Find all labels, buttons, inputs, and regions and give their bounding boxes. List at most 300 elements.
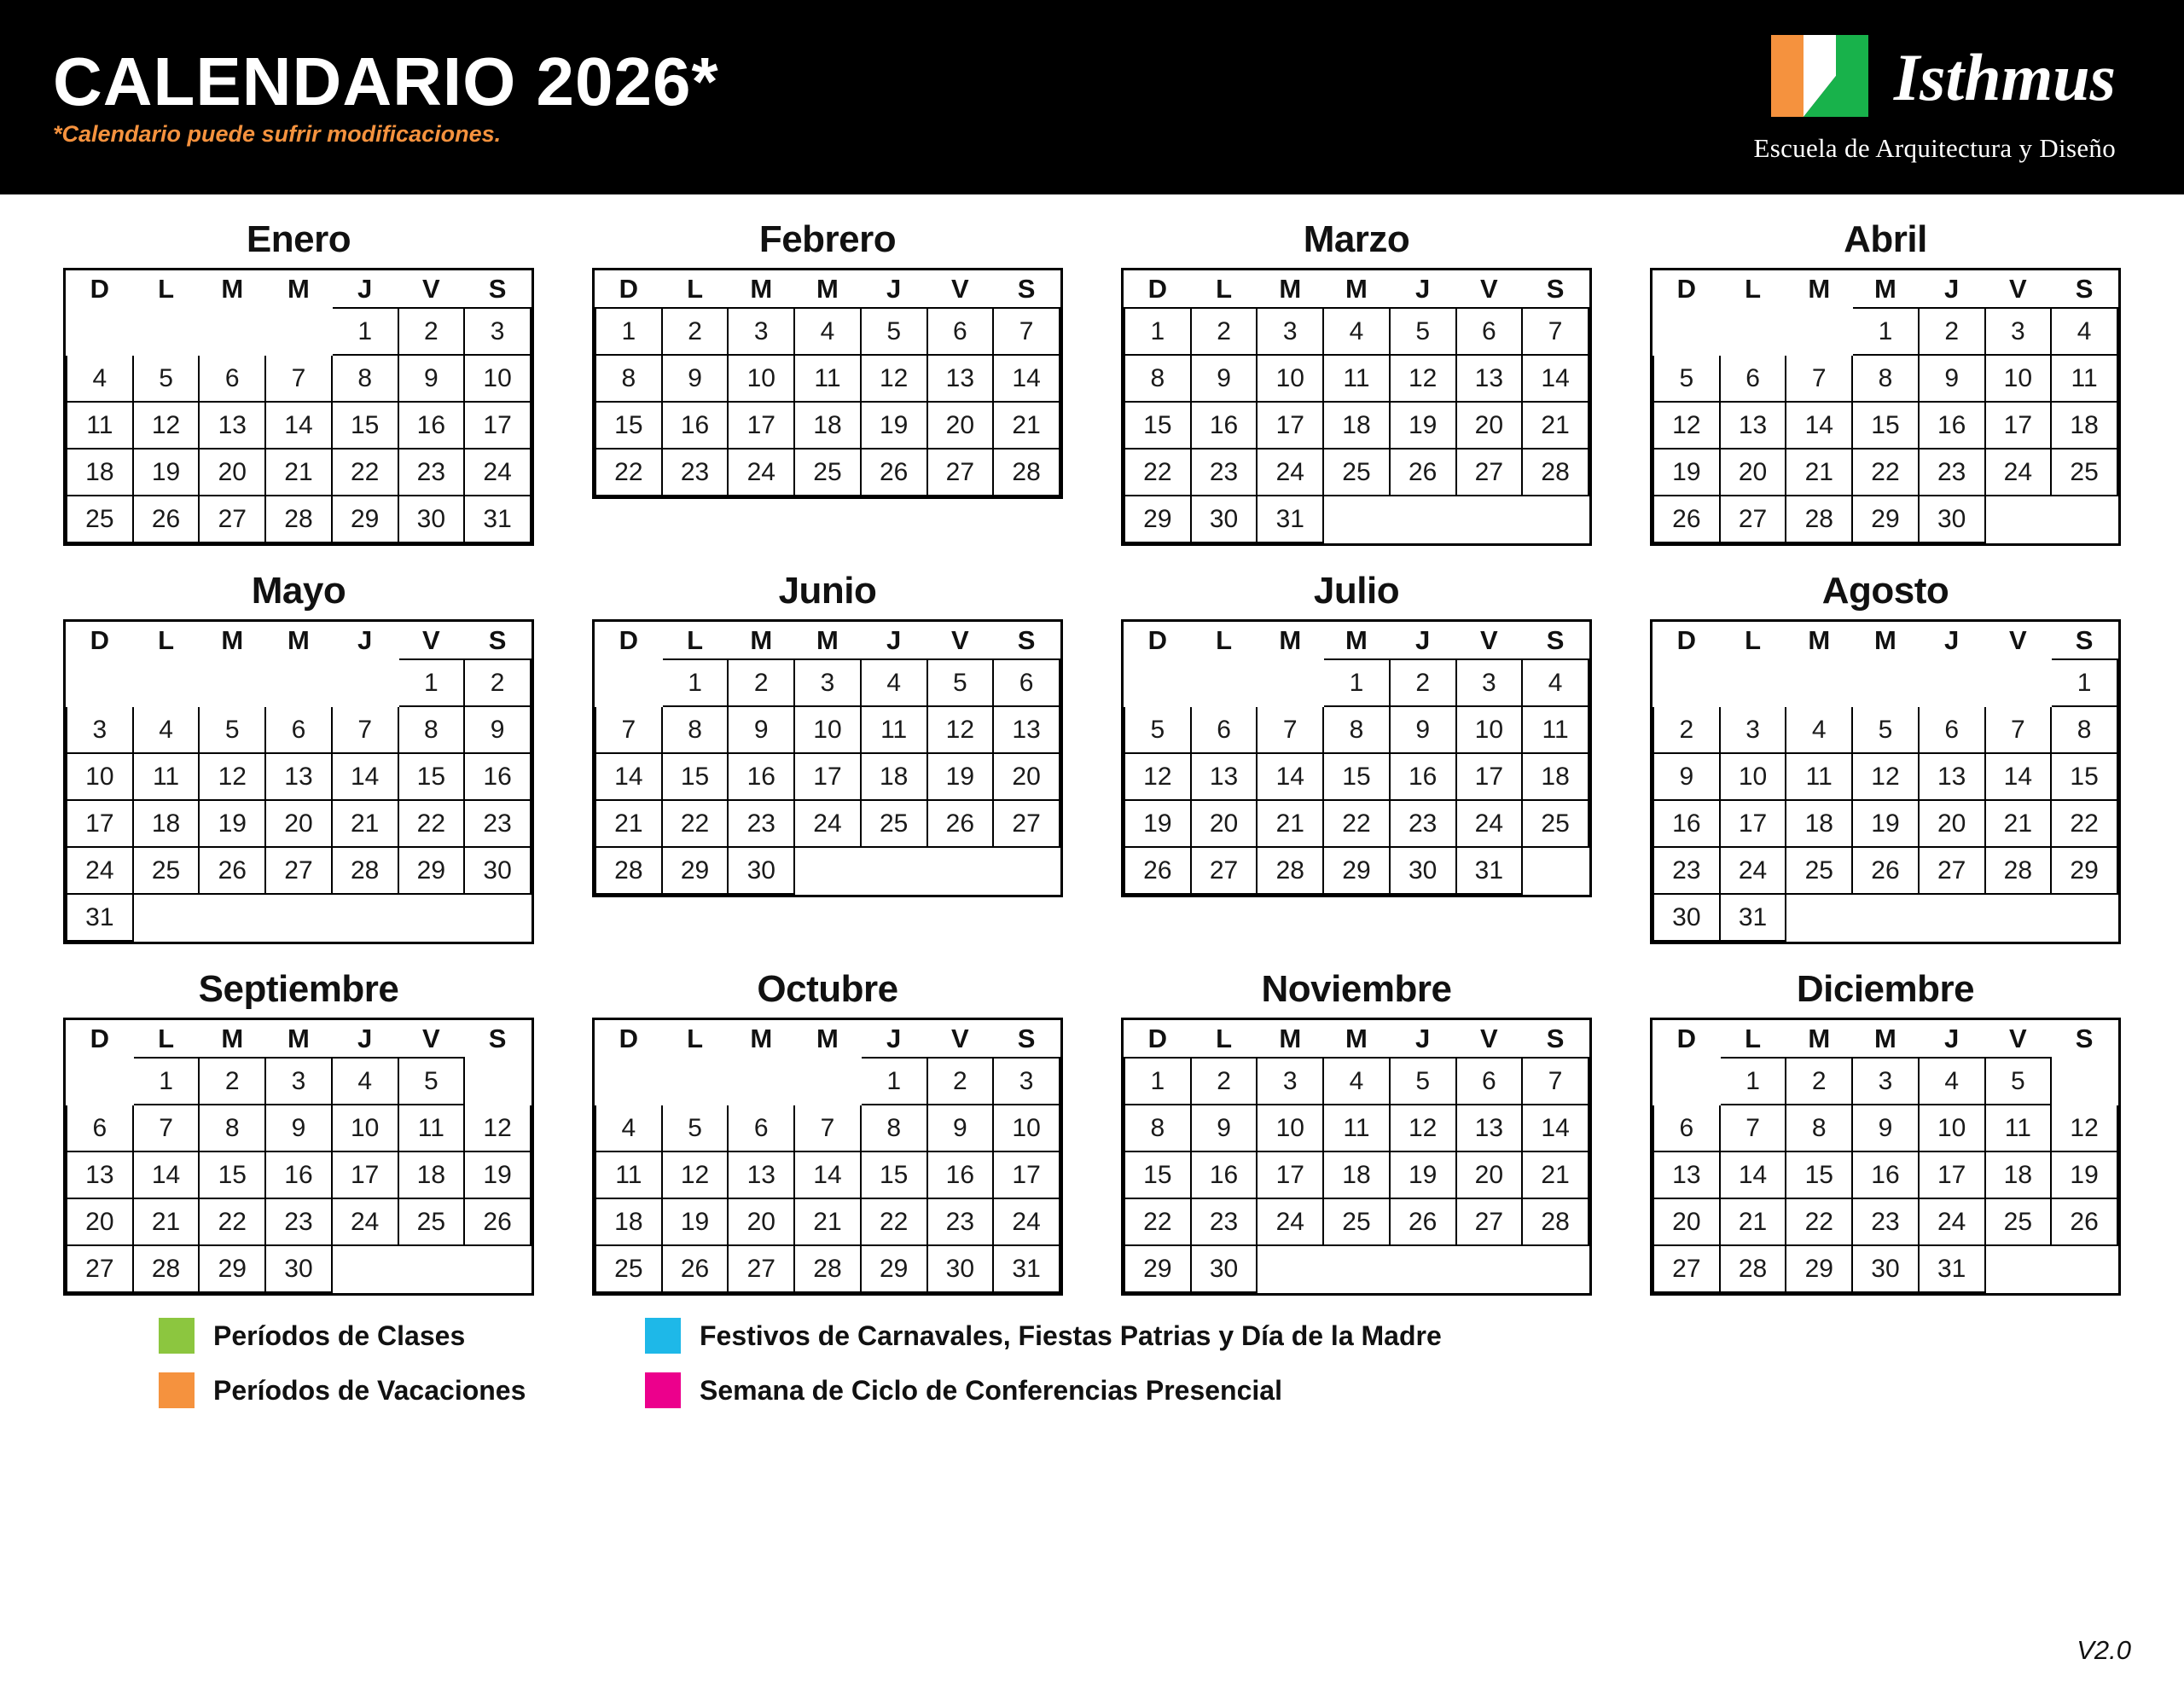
day-cell: 25 [1786, 847, 1852, 894]
weekday-header: M [750, 624, 773, 655]
legend-label: Períodos de Clases [213, 1320, 466, 1351]
week-row [67, 753, 531, 800]
day-cell: 6 [728, 1105, 794, 1151]
day-cell: 24 [1720, 847, 1786, 894]
day-cell: 6 [1720, 355, 1786, 402]
day-cell: 22 [1124, 449, 1191, 496]
day-cell: 21 [1522, 1151, 1589, 1198]
day-cell: 18 [794, 402, 861, 449]
month-title: Julio [1313, 570, 1400, 612]
week-row [1124, 1198, 1589, 1245]
day-cell: 4 [1323, 308, 1390, 355]
day-cell: 20 [1456, 1151, 1523, 1198]
day-cell: 18 [133, 800, 200, 847]
day-cell: 10 [1257, 1105, 1323, 1151]
day-cell: 15 [1852, 402, 1919, 449]
day-cell: 31 [1720, 894, 1786, 941]
day-cell: 24 [1919, 1198, 1985, 1245]
week-row [1124, 800, 1589, 847]
day-cell: 23 [1919, 449, 1985, 496]
day-cell: 30 [1919, 496, 1985, 542]
week-row [67, 659, 531, 706]
week-row [595, 847, 1060, 894]
day-cell: 19 [199, 800, 265, 847]
day-cell: 6 [1653, 1105, 1720, 1151]
day-cell-empty [1390, 496, 1456, 542]
month-abril [1621, 218, 2150, 546]
day-cell: 20 [1919, 800, 1985, 847]
day-cell: 23 [464, 800, 531, 847]
day-cell: 3 [1257, 308, 1323, 355]
header-brand [1753, 32, 2133, 164]
weekday-header: J [1944, 273, 1960, 304]
day-cell: 5 [1390, 308, 1456, 355]
week-row [1653, 355, 2117, 402]
day-cell: 29 [1124, 1245, 1191, 1292]
day-cell: 2 [662, 308, 729, 355]
day-cell-empty [1522, 1245, 1589, 1292]
day-cell-empty [464, 1058, 531, 1105]
day-cell: 8 [2051, 706, 2117, 753]
weekday-header: M [1808, 1023, 1831, 1053]
weekday-header: M [1279, 624, 1302, 655]
day-cell-empty [265, 659, 332, 706]
week-row [67, 1105, 531, 1151]
day-cell: 28 [332, 847, 398, 894]
day-cell: 25 [133, 847, 200, 894]
day-cell: 8 [1124, 1105, 1191, 1151]
day-cell: 1 [861, 1058, 927, 1105]
day-cell: 10 [1919, 1105, 1985, 1151]
day-cell: 14 [133, 1151, 200, 1198]
day-cell: 19 [662, 1198, 729, 1245]
day-cell: 4 [1323, 1058, 1390, 1105]
day-cell: 16 [398, 402, 465, 449]
day-cell: 26 [199, 847, 265, 894]
week-row [67, 800, 531, 847]
day-cell: 3 [1985, 308, 2052, 355]
day-cell: 3 [728, 308, 794, 355]
day-cell: 22 [2051, 800, 2117, 847]
day-cell-empty [927, 847, 994, 894]
day-cell: 23 [1191, 449, 1258, 496]
day-cell: 27 [927, 449, 994, 496]
day-cell: 18 [861, 753, 927, 800]
week-row [595, 449, 1060, 496]
day-cell: 14 [1786, 402, 1852, 449]
day-cell-empty [662, 1058, 729, 1105]
day-cell: 17 [332, 1151, 398, 1198]
day-cell-empty [1786, 308, 1852, 355]
day-cell-empty [861, 847, 927, 894]
day-cell: 24 [1456, 800, 1523, 847]
day-cell-empty [464, 894, 531, 941]
day-cell: 18 [1786, 800, 1852, 847]
week-row [1124, 706, 1589, 753]
day-cell: 14 [1522, 1105, 1589, 1151]
day-cell: 3 [1720, 706, 1786, 753]
weekday-header: V [951, 273, 969, 304]
weekday-header: V [422, 624, 440, 655]
day-cell: 14 [1522, 355, 1589, 402]
weekday-header: L [1216, 624, 1233, 655]
day-cell: 30 [1852, 1245, 1919, 1292]
day-cell: 15 [595, 402, 662, 449]
week-row [1124, 402, 1589, 449]
day-cell: 3 [464, 308, 531, 355]
day-cell-empty [1653, 308, 1720, 355]
day-cell: 8 [595, 355, 662, 402]
isthmus-logo-icon [1769, 32, 1872, 125]
week-row [67, 308, 531, 355]
weekday-header: D [1676, 1023, 1697, 1053]
day-cell: 11 [595, 1151, 662, 1198]
day-cell: 27 [1191, 847, 1258, 894]
weekday-header: S [1546, 624, 1565, 655]
month-marzo [1092, 218, 1621, 546]
day-cell: 15 [861, 1151, 927, 1198]
day-cell: 6 [1191, 706, 1258, 753]
day-cell: 11 [1985, 1105, 2052, 1151]
day-cell: 5 [1390, 1058, 1456, 1105]
day-cell: 24 [728, 449, 794, 496]
day-cell: 29 [2051, 847, 2117, 894]
weekday-header: D [90, 273, 110, 304]
day-cell: 18 [1323, 402, 1390, 449]
brand-name: Isthmus [1893, 40, 2116, 114]
day-cell: 12 [464, 1105, 531, 1151]
day-cell: 9 [927, 1105, 994, 1151]
weekday-header: S [488, 273, 507, 304]
weekday-header: V [1480, 624, 1498, 655]
weekday-header: M [221, 273, 244, 304]
day-cell: 23 [1852, 1198, 1919, 1245]
weekday-header: L [687, 1023, 704, 1053]
day-cell: 16 [464, 753, 531, 800]
week-row [1653, 753, 2117, 800]
weekday-header: L [1745, 624, 1762, 655]
day-cell: 17 [1257, 1151, 1323, 1198]
day-cell: 26 [1390, 1198, 1456, 1245]
month-table [1653, 270, 2118, 543]
day-cell: 1 [662, 659, 729, 706]
version-label: V2.0 [2077, 1635, 2131, 1665]
week-row [1653, 1105, 2117, 1151]
weekday-header-row [1653, 622, 2117, 659]
day-cell: 12 [927, 706, 994, 753]
day-cell-empty [1522, 496, 1589, 542]
day-cell: 17 [1985, 402, 2052, 449]
day-cell: 2 [398, 308, 465, 355]
day-cell-empty [332, 894, 398, 941]
day-cell: 4 [1522, 659, 1589, 706]
day-cell: 5 [133, 355, 200, 402]
weekday-header: J [357, 273, 373, 304]
day-cell: 6 [199, 355, 265, 402]
day-cell: 18 [1522, 753, 1589, 800]
day-cell: 9 [464, 706, 531, 753]
day-cell-empty [133, 894, 200, 941]
month-table-frame [1650, 1018, 2121, 1296]
day-cell: 20 [67, 1198, 133, 1245]
day-cell: 17 [993, 1151, 1060, 1198]
weekday-header: J [357, 624, 373, 655]
week-row [595, 355, 1060, 402]
day-cell-empty [1522, 847, 1589, 894]
day-cell: 26 [1653, 496, 1720, 542]
legend-swatch-icon [645, 1318, 681, 1354]
day-cell: 5 [927, 659, 994, 706]
day-cell: 1 [133, 1058, 200, 1105]
month-febrero [563, 218, 1092, 546]
day-cell-empty [1456, 496, 1523, 542]
day-cell: 15 [398, 753, 465, 800]
month-table-frame [592, 268, 1063, 499]
weekday-header: J [1944, 1023, 1960, 1053]
day-cell-empty [1985, 1245, 2052, 1292]
day-cell-empty [1985, 894, 2052, 941]
day-cell-empty [1124, 659, 1191, 706]
day-cell-empty [1257, 659, 1323, 706]
week-row [67, 449, 531, 496]
day-cell: 12 [861, 355, 927, 402]
day-cell: 29 [398, 847, 465, 894]
legend-label: Semana de Ciclo de Conferencias Presencial [700, 1374, 1282, 1406]
day-cell: 1 [595, 308, 662, 355]
month-table-frame [63, 1018, 534, 1296]
week-row [1124, 355, 1589, 402]
day-cell: 4 [133, 706, 200, 753]
day-cell: 8 [861, 1105, 927, 1151]
day-cell: 11 [67, 402, 133, 449]
day-cell: 9 [1919, 355, 1985, 402]
weekday-header-row [595, 270, 1060, 308]
weekday-header: M [1874, 273, 1896, 304]
week-row [67, 1058, 531, 1105]
day-cell: 15 [199, 1151, 265, 1198]
day-cell: 17 [464, 402, 531, 449]
day-cell: 1 [1720, 1058, 1786, 1105]
day-cell-empty [265, 308, 332, 355]
day-cell: 21 [265, 449, 332, 496]
day-cell-empty [398, 894, 465, 941]
day-cell: 27 [1456, 1198, 1523, 1245]
month-table-frame [63, 619, 534, 944]
weekday-header: S [1017, 624, 1036, 655]
day-cell: 30 [1390, 847, 1456, 894]
day-cell: 9 [1191, 1105, 1258, 1151]
day-cell: 26 [1124, 847, 1191, 894]
week-row [595, 1151, 1060, 1198]
weekday-header: M [816, 273, 839, 304]
week-row [1124, 1151, 1589, 1198]
day-cell: 16 [662, 402, 729, 449]
week-row [67, 1245, 531, 1292]
day-cell: 18 [1323, 1151, 1390, 1198]
day-cell-empty [1919, 659, 1985, 706]
day-cell: 8 [1323, 706, 1390, 753]
day-cell: 7 [794, 1105, 861, 1151]
month-title: Agosto [1821, 570, 1949, 612]
day-cell: 10 [794, 706, 861, 753]
day-cell: 1 [2051, 659, 2117, 706]
weekday-header: M [288, 1023, 310, 1053]
day-cell: 24 [993, 1198, 1060, 1245]
weekday-header-row [67, 1020, 531, 1058]
day-cell: 4 [1786, 706, 1852, 753]
day-cell-empty [2051, 1245, 2117, 1292]
weekday-header: V [951, 624, 969, 655]
legend-label: Períodos de Vacaciones [213, 1374, 526, 1406]
day-cell: 20 [1720, 449, 1786, 496]
weekday-header: V [422, 1023, 440, 1053]
day-cell: 2 [1191, 308, 1258, 355]
day-cell-empty [794, 847, 861, 894]
week-row [1124, 449, 1589, 496]
week-row [595, 1105, 1060, 1151]
weekday-header: M [1345, 273, 1368, 304]
day-cell: 25 [794, 449, 861, 496]
day-cell: 14 [1257, 753, 1323, 800]
day-cell: 1 [1124, 308, 1191, 355]
day-cell: 30 [728, 847, 794, 894]
week-row [1124, 1058, 1589, 1105]
day-cell: 12 [2051, 1105, 2117, 1151]
weekday-header: M [1874, 624, 1896, 655]
weekday-header: J [886, 1023, 902, 1053]
day-cell: 12 [133, 402, 200, 449]
day-cell: 22 [1786, 1198, 1852, 1245]
weekday-header-row [1124, 270, 1589, 308]
day-cell: 31 [993, 1245, 1060, 1292]
day-cell: 28 [133, 1245, 200, 1292]
day-cell: 20 [265, 800, 332, 847]
legend-swatch-icon [159, 1372, 195, 1408]
day-cell: 30 [464, 847, 531, 894]
day-cell: 6 [927, 308, 994, 355]
day-cell: 19 [133, 449, 200, 496]
day-cell: 21 [1786, 449, 1852, 496]
weekday-header: L [158, 1023, 175, 1053]
day-cell: 18 [67, 449, 133, 496]
day-cell: 12 [1390, 355, 1456, 402]
week-row [67, 1198, 531, 1245]
day-cell: 16 [728, 753, 794, 800]
day-cell-empty [1852, 894, 1919, 941]
weekday-header: D [90, 624, 110, 655]
day-cell: 28 [1786, 496, 1852, 542]
day-cell: 23 [398, 449, 465, 496]
day-cell: 9 [1191, 355, 1258, 402]
day-cell: 13 [199, 402, 265, 449]
day-cell: 11 [1323, 1105, 1390, 1151]
day-cell-empty [67, 659, 133, 706]
weekday-header: S [1017, 273, 1036, 304]
day-cell: 11 [1786, 753, 1852, 800]
week-row [595, 402, 1060, 449]
day-cell: 13 [1456, 1105, 1523, 1151]
day-cell: 25 [2051, 449, 2117, 496]
day-cell: 21 [332, 800, 398, 847]
day-cell: 18 [595, 1198, 662, 1245]
weekday-header: L [1745, 1023, 1762, 1053]
weekday-header-row [595, 1020, 1060, 1058]
weekday-header: L [1216, 273, 1233, 304]
day-cell: 4 [595, 1105, 662, 1151]
day-cell: 11 [1522, 706, 1589, 753]
day-cell-empty [1985, 659, 2052, 706]
month-table-frame [592, 619, 1063, 897]
day-cell-empty [1323, 496, 1390, 542]
day-cell: 10 [67, 753, 133, 800]
day-cell: 19 [861, 402, 927, 449]
brand-row [1769, 32, 2116, 125]
month-mayo [34, 570, 563, 944]
day-cell: 14 [1985, 753, 2052, 800]
day-cell: 30 [927, 1245, 994, 1292]
week-row [1124, 308, 1589, 355]
day-cell: 5 [1124, 706, 1191, 753]
week-row [1124, 753, 1589, 800]
day-cell: 22 [332, 449, 398, 496]
weekday-header: S [1546, 273, 1565, 304]
month-table [1653, 622, 2118, 942]
day-cell: 6 [1456, 308, 1523, 355]
weekday-header: L [1216, 1023, 1233, 1053]
day-cell-empty [794, 1058, 861, 1105]
day-cell: 20 [993, 753, 1060, 800]
weekday-header: L [1745, 273, 1762, 304]
week-row [1653, 1058, 2117, 1105]
month-title: Marzo [1303, 218, 1410, 260]
day-cell-empty [1257, 1245, 1323, 1292]
day-cell: 28 [1257, 847, 1323, 894]
day-cell-empty [2051, 1058, 2117, 1105]
brand-tagline: Escuela de Arquitectura y Diseño [1753, 132, 2116, 163]
legend-swatch-icon [645, 1372, 681, 1408]
day-cell: 16 [1191, 1151, 1258, 1198]
month-table-frame [1650, 619, 2121, 944]
month-octubre [563, 968, 1092, 1296]
weekday-header: V [422, 273, 440, 304]
month-title: Octubre [757, 968, 898, 1010]
day-cell: 18 [1985, 1151, 2052, 1198]
day-cell: 9 [1852, 1105, 1919, 1151]
day-cell: 21 [993, 402, 1060, 449]
day-cell: 2 [927, 1058, 994, 1105]
month-table-frame [63, 268, 534, 546]
day-cell: 20 [1456, 402, 1523, 449]
day-cell: 11 [2051, 355, 2117, 402]
day-cell: 7 [332, 706, 398, 753]
weekday-header-row [1653, 270, 2117, 308]
month-table [66, 622, 531, 942]
day-cell: 8 [1852, 355, 1919, 402]
weekday-header: L [158, 624, 175, 655]
weekday-header: M [221, 624, 244, 655]
day-cell: 4 [861, 659, 927, 706]
weekday-header: M [1874, 1023, 1896, 1053]
weekday-header: S [488, 1023, 507, 1053]
day-cell: 8 [1786, 1105, 1852, 1151]
day-cell: 12 [199, 753, 265, 800]
day-cell: 6 [265, 706, 332, 753]
day-cell-empty [398, 1245, 465, 1292]
day-cell: 25 [595, 1245, 662, 1292]
day-cell: 14 [1720, 1151, 1786, 1198]
legend [0, 1318, 2184, 1408]
week-row [1124, 1245, 1589, 1292]
